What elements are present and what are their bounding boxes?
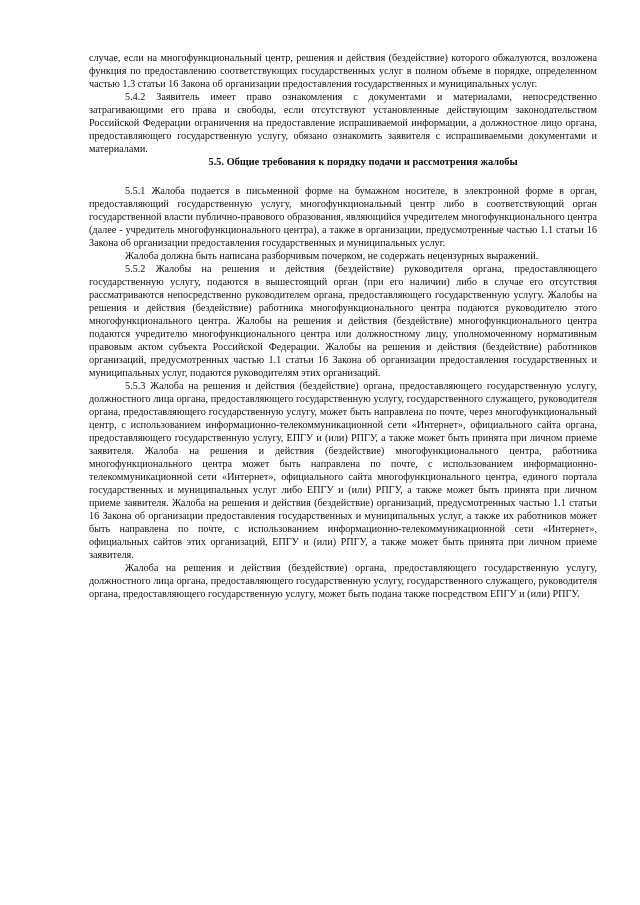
paragraph-continuation: случае, если на многофункциональный центр, решения и действия (бездействие) которого обжалуются, возложена функция по предоставлению соответствующих государственных услуг в полном объеме в порядке, определенном частью 1.3 статьи 16 Закона об организации предоставления государственных и муниципальных услуг. bbox=[89, 53, 597, 90]
paragraph-5-4-2: 5.4.2 Заявитель имеет право ознакомления с документами и материалами, непосредственно затрагивающими его права и свободы, если отсутствуют установленные действующим законодательством Российской Федерации ограничения на предоставление испрашиваемой информации, а должностное лицо органа, предоставляющего государственную услугу, обязано ознакомить заявителя с испрашиваемыми документами и материалами. bbox=[89, 92, 597, 155]
paragraph-5-5-1: 5.5.1 Жалоба подается в письменной форме на бумажном носителе, в электронной форме в орган, предоставляющий государственную услугу, многофункциональный центр либо в соответствующий орган государственной власти публично-правового образования, являющийся учредителем многофункционального центра (далее - учредитель многофункционального центра), а также в организации, предусмотренные частью 1.1 статьи 16 Закона об организации предоставления государственных и муниципальных услуг. bbox=[89, 186, 597, 249]
paragraph-epgu: Жалоба на решения и действия (бездействие) органа, предоставляющего государственную услугу, должностного лица органа, предоставляющего государственную услугу, государственного служащего, руководителя органа, предоставляющего государственную услугу, может быть подана также посредством ЕПГУ и (или) РПГУ. bbox=[89, 563, 597, 600]
section-heading: 5.5. Общие требования к порядку подачи и рассмотрения жалобы bbox=[208, 157, 518, 168]
paragraph-legible: Жалоба должна быть написана разборчивым почерком, не содержать нецензурных выражений. bbox=[125, 251, 539, 262]
paragraph-5-5-2: 5.5.2 Жалобы на решения и действия (бездействие) руководителя органа, предоставляющего государственную услугу, подаются в вышестоящий орган (при его наличии) либо в случае его отсутствия рассматриваются непосредственно руководителем органа, предоставляющего государственную услугу. Жалобы на решения и действия (бездействие) работника многофункционального центра подаются руководителю этого многофункционального центра. Жалобы на решения и действия (бездействие) многофункционального центра подаются учредителю многофункционального центра или должностному лицу, уполномоченному нормативным правовым актом субъекта Российской Федерации. Жалобы на решения и действия (бездействие) работников организаций, предусмотренных частью 1.1 статьи 16 Закона об организации предоставления государственных и муниципальных услуг, подаются руководителям этих организаций. bbox=[89, 264, 597, 379]
paragraph-5-5-3: 5.5.3 Жалоба на решения и действия (бездействие) органа, предоставляющего государственную услугу, должностного лица органа, предоставляющего государственную услугу, государственного служащего, руководителя органа, предоставляющего государственную услугу, может быть направлена по почте, через многофункциональный центр, с использованием информационно-телекоммуникационной сети «Интернет», официального сайта органа, предоставляющего государственную услугу, ЕПГУ и (или) РПГУ, а также может быть принята при личном приеме заявителя. Жалоба на решения и действия (бездействие) многофункционального центра, работника многофункционального центра может быть направлена по почте, с использованием информационно-телекоммуникационной сети «Интернет», официального сайта многофункционального центра, единого портала государственных и муниципальных услуг либо ЕПГУ и (или) РПГУ, а также может быть принята при личном приеме заявителя. Жалоба на решения и действия (бездействие) организаций, предусмотренных частью 1.1 статьи 16 Закона об организации предоставления государственных и муниципальных услуг, а также их работников может быть направлена по почте, с использованием информационно-телекоммуникационной сети «Интернет», официальных сайтов этих организаций, ЕПГУ и (или) РПГУ, а также может быть принята при личном приеме заявителя. bbox=[89, 381, 597, 561]
document-page bbox=[89, 52, 597, 601]
